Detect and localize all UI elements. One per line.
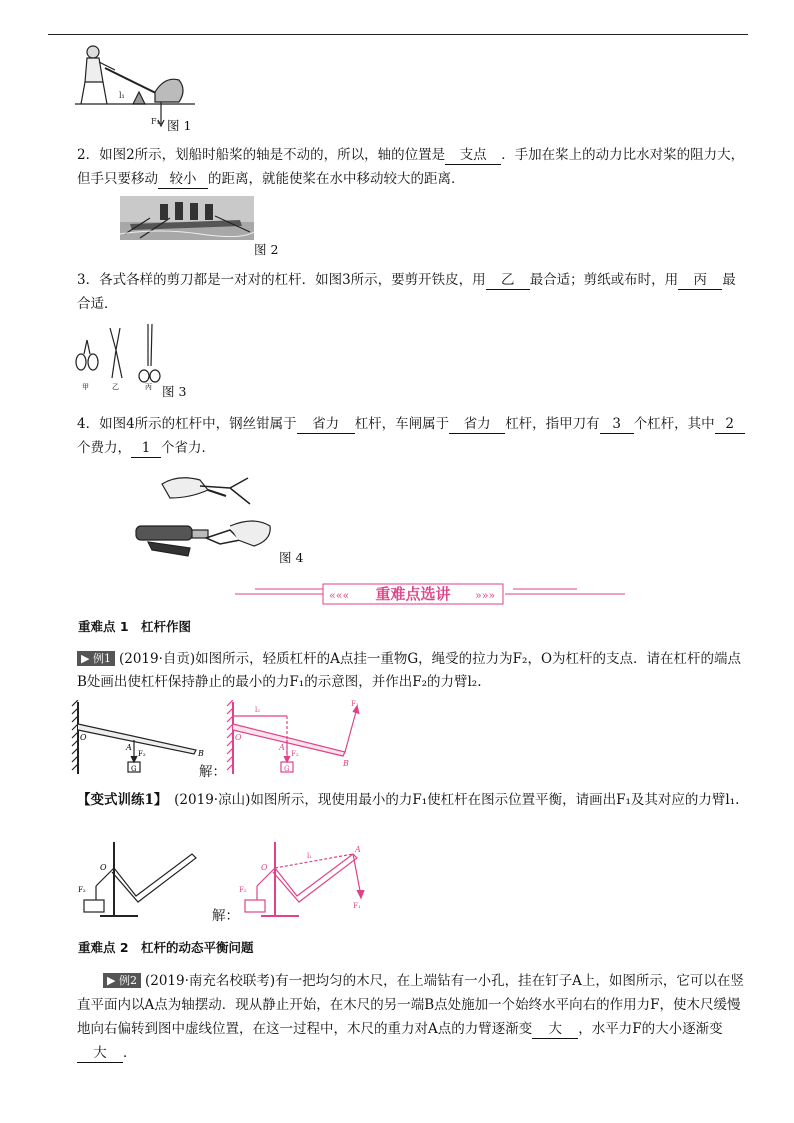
q4-text-d: 个杠杆，其中 xyxy=(633,416,715,432)
key-point-2-title: 重难点 2 杠杆的动态平衡问题 xyxy=(78,940,254,955)
section-banner xyxy=(235,580,625,608)
q4-blank-1: 省力 xyxy=(297,415,355,434)
example-1-text: (2019·自贡)如图所示，轻质杠杆的A点挂一重物G，绳受的拉力为F₂，O为杠杆的支点．请在杠杆的端点B处画出使杠杆保持静止的最小的力F₁的示意图，并作出F₂的力臂l₂. xyxy=(77,651,742,690)
example-2-text-b: ，水平力F的大小逐渐变 xyxy=(578,1021,723,1037)
scissors-label-jia: 甲 xyxy=(82,383,89,391)
var1-a-F2: F₂ xyxy=(239,886,247,894)
figure-4 xyxy=(130,468,280,564)
figure-2 xyxy=(120,196,254,240)
svg-text:»»»: »»» xyxy=(475,589,496,602)
example-2 xyxy=(77,969,747,1065)
question-3 xyxy=(77,268,747,316)
example-1-answer-label: 解： xyxy=(199,764,226,780)
q2-text-b: ．手加在桨上的动力比水对桨的阻力大，但手只要移动 xyxy=(77,147,745,187)
question-4 xyxy=(77,412,747,460)
example-2-text-c: ． xyxy=(123,1045,137,1061)
q4-text-e: 个费力， xyxy=(77,440,131,456)
q2-text-c: 的距离，就能使桨在水中移动较大的距离． xyxy=(208,171,465,187)
example-1-figure xyxy=(70,700,210,780)
q4-blank-5: 1 xyxy=(131,439,161,458)
svg-text:«««: ««« xyxy=(329,589,350,602)
variant-1-figure xyxy=(70,838,220,920)
q3-blank-2: 丙 xyxy=(678,271,722,290)
var1-q-F2: F₂ xyxy=(78,886,86,894)
ex1-a-G: G xyxy=(284,765,290,773)
q2-blank-1: 支点 xyxy=(445,146,501,165)
fig3-caption: 图 3 xyxy=(162,384,187,399)
example-1-answer-figure xyxy=(225,700,375,780)
q3-text-b: 最合适；剪纸或布时，用 xyxy=(529,272,679,288)
example-1 xyxy=(77,648,747,694)
figure-3 xyxy=(72,320,172,392)
q4-blank-3: 3 xyxy=(600,415,634,434)
q3-text-a: 3．各式各样的剪刀都是一对对的杠杆．如图3所示，要剪开铁皮，用 xyxy=(77,272,486,288)
ex2-blank-2: 大 xyxy=(77,1044,123,1063)
variant-1-title: 【变式训练1】 xyxy=(77,792,161,808)
example-2-tag: ▶ 例2 xyxy=(103,973,141,988)
fig1-f1: F₁ xyxy=(151,117,160,126)
scissors-label-yi: 乙 xyxy=(112,383,119,391)
var1-a-A: A xyxy=(355,845,361,854)
ex1-a-F1: F₁ xyxy=(351,700,359,708)
q4-blank-2: 省力 xyxy=(449,415,505,434)
ex1-q-F2: F₂ xyxy=(138,750,146,758)
var1-a-F1: F₁ xyxy=(353,902,361,910)
ex2-blank-1: 大 xyxy=(532,1020,578,1039)
q4-text-b: 杠杆，车闸属于 xyxy=(354,416,450,432)
ex1-q-A: A xyxy=(126,743,132,752)
ex1-q-O: O xyxy=(80,733,87,742)
q2-text-a: 2．如图2所示，划船时船桨的轴是不动的，所以，轴的位置是 xyxy=(77,147,446,163)
variant-1-answer-label: 解： xyxy=(212,908,239,924)
variant-1-answer-figure xyxy=(235,838,375,920)
q3-text-c: 最合适． xyxy=(77,272,736,312)
ex1-a-A: A xyxy=(279,743,285,752)
variant-1 xyxy=(77,789,747,812)
var1-a-l1: l₁ xyxy=(307,852,313,860)
q4-text-c: 杠杆，指甲刀有 xyxy=(505,416,600,432)
ex1-q-G: G xyxy=(131,765,137,773)
question-2 xyxy=(77,143,747,191)
fig1-l1: l₁ xyxy=(119,91,125,100)
ex1-a-O: O xyxy=(235,733,242,742)
q2-blank-2: 较小 xyxy=(158,170,208,189)
q4-blank-4: 2 xyxy=(715,415,745,434)
q4-text-f: 个省力． xyxy=(161,440,215,456)
var1-a-O: O xyxy=(261,863,268,872)
example-2-text-a: (2019·南充名校联考)有一把均匀的木尺，在上端钻有一小孔，挂在钉子A上，如图所示，它可以在竖直平面内以A点为轴摆动．现从静止开始，在木尺的另一端B点处施加一个始终水平向右的作用力F，使木尺缓慢地向右偏转到图中虚线位置，在这一过程中，木尺的重力对A点的力臂逐渐变 xyxy=(77,973,744,1037)
var1-q-O: O xyxy=(100,863,107,872)
scissors-label-bing: 丙 xyxy=(145,383,152,391)
example-1-tag-text: 例1 xyxy=(92,652,111,665)
q3-blank-1: 乙 xyxy=(486,271,530,290)
banner-title: 重难点选讲 xyxy=(375,585,451,603)
variant-1-text: (2019·凉山)如图所示，现使用最小的力F₁使杠杆在图示位置平衡，请画出F₁及其对应的力臂l₁. xyxy=(174,792,740,808)
example-1-tag: ▶ 例1 xyxy=(77,651,115,666)
key-point-1-title: 重难点 1 杠杆作图 xyxy=(78,619,192,634)
top-rule xyxy=(48,34,748,35)
fig2-caption: 图 2 xyxy=(254,242,279,257)
fig1-caption: 图 1 xyxy=(167,118,192,133)
example-2-tag-text: 例2 xyxy=(118,974,137,987)
ex1-a-B: B xyxy=(343,759,349,768)
ex1-a-F2: F₂ xyxy=(291,750,299,758)
figure-1 xyxy=(75,42,215,132)
q4-text-a: 4．如图4所示的杠杆中，钢丝钳属于 xyxy=(77,416,297,432)
ex1-a-l2: l₂ xyxy=(255,706,261,714)
fig4-caption: 图 4 xyxy=(279,550,304,565)
ex1-q-B: B xyxy=(198,749,204,758)
